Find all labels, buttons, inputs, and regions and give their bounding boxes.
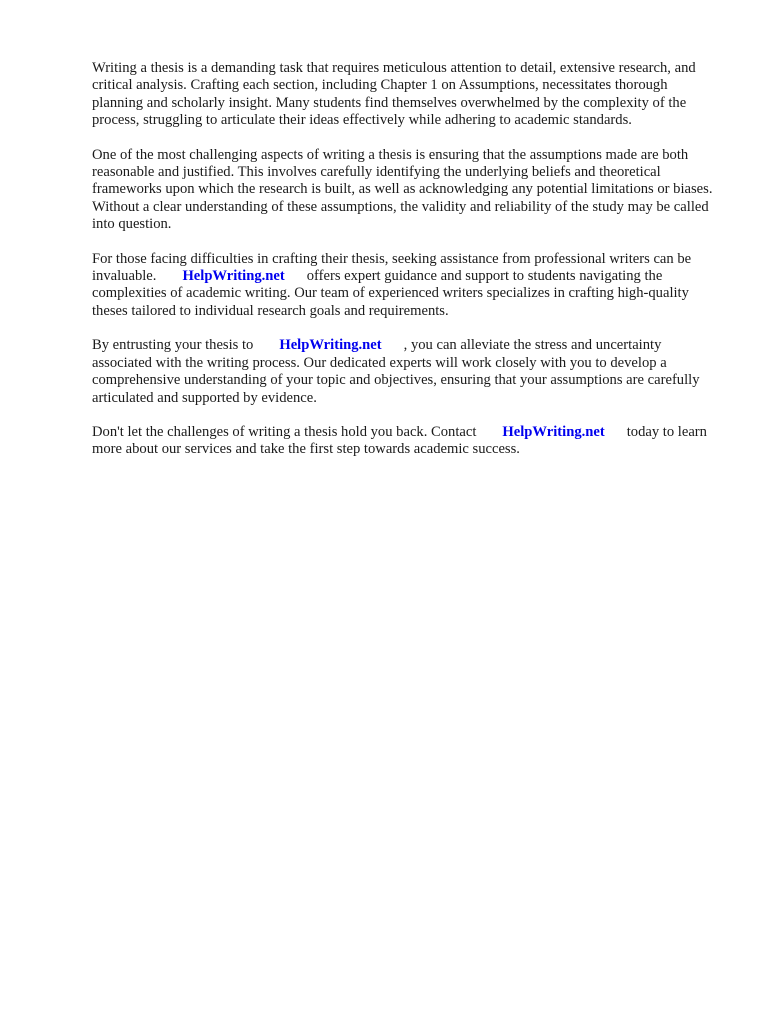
document-body — [92, 60, 716, 476]
paragraph-assistance — [92, 251, 716, 321]
paragraph-intro: Writing a thesis is a demanding task that requires meticulous attention to detail, extensive research, and critical analysis. Crafting each section, including Chapter 1 on Assumptions, necessitates thorough planning and scholarly insight. Many students find themselves overwhelmed by the complexity of the process, struggling to articulate their ideas effectively while adhering to academic standards. — [92, 60, 696, 129]
paragraph-text: today to learn more about our services and take the first step towards academic success. — [92, 423, 707, 458]
helpwriting-link[interactable]: HelpWriting.net — [182, 268, 285, 285]
paragraph-text: By entrusting your thesis to — [92, 337, 254, 354]
paragraph-assumptions: One of the most challenging aspects of writing a thesis is ensuring that the assumptions made are both reasonable and justified. This involves carefully identifying the underlying beliefs and theoretical frameworks upon which the research is built, as well as acknowledging any potential limitations or biases. Without a clear understanding of these assumptions, the validity and reliability of the study may be called into question. — [92, 146, 713, 233]
paragraph-text: Don't let the challenges of writing a thesis hold you back. Contact — [92, 423, 477, 440]
paragraph-text: , you can alleviate the stress and uncertainty associated with the writing process. Our dedicated experts will work closely with you to develop a comprehensive understanding of your topic and objectives, ensuring that your assumptions are carefully articulated and supported by evidence. — [92, 337, 700, 406]
paragraph-entrusting — [92, 337, 716, 407]
helpwriting-link[interactable]: HelpWriting.net — [502, 423, 605, 440]
paragraph-text: offers expert guidance and support to students navigating the complexities of academic writing. Our team of experienced writers specializes in crafting high-quality theses tailored to individual research goals and requirements. — [92, 268, 689, 319]
paragraph-contact — [92, 424, 716, 459]
paragraph-text: For those facing difficulties in crafting their thesis, seeking assistance from professional writers can be invaluable. — [92, 250, 692, 285]
helpwriting-link[interactable]: HelpWriting.net — [279, 337, 382, 354]
